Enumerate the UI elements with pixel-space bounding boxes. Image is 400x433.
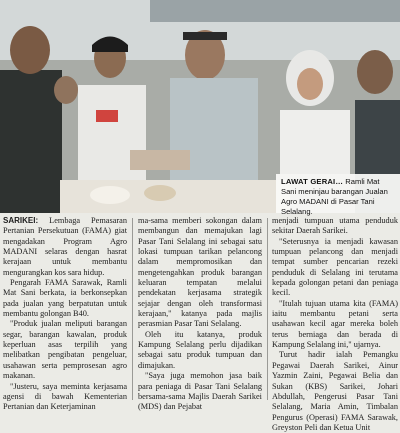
paragraph: "Itulah tujuan utama kita (FAMA) iaitu membantu petani serta usahawan kecil agar mereka boleh terus berniaga dan berada di Kampung Selalang ini," ujarnya. <box>272 298 398 350</box>
photo-caption <box>276 174 400 216</box>
paragraph: "Justeru, saya meminta kerjasama agensi di bawah Kementerian Pertanian dan Keterjaminan <box>3 381 127 412</box>
paragraph: "Saya juga memohon jasa baik para peniaga di Pasar Tani Selalang bersama-sama Majlis Daerah Sarikei (MDS) dan Pejabat <box>138 371 262 412</box>
article-column-2 <box>138 216 262 412</box>
column-divider <box>132 218 133 400</box>
paragraph: "Produk jualan meliputi barangan segar, barangan kawalan, produk keperluan asas terpilih yang melibatkan pengibatan pengeluar, usahawan serta pemprosesan agro makanan. <box>3 319 127 381</box>
paragraph: "Seterusnya ia menjadi kawasan tumpuan pelancong dan menjadi tempat sumber pencarian rezeki penduduk di Selalang ini terutama kepada golongan petani dan peniaga kecil. <box>272 236 398 298</box>
article-column-1 <box>3 216 127 412</box>
caption-text: Ramli Mat Sani meninjau barangan Jualan Agro MADANI di Pasar Tani Selalang. <box>281 177 388 216</box>
paragraph: Pengarah FAMA Sarawak, Ramli Mat Sani berkata, ia berkonsepkan pada jualan yang berpatutan untuk membantu golongan B40. <box>3 278 127 319</box>
column-divider <box>267 218 268 400</box>
paragraph <box>3 216 127 278</box>
news-photo <box>0 0 400 216</box>
dateline: SARIKEI: <box>3 216 39 225</box>
paragraph: Turut hadir ialah Pemangku Pegawai Daerah Sarikei, Ainur Yazmin Zaini, Pegawai Belia dan Sukan (KBS) Sarikei, Johari Abdullah, Pengerusi Pasar Tani Selalang, Maria Amin, Timbalan Pengurus (Operasi) FAMA Sarawak, Greyston Peli dan Ketua Unit <box>272 350 398 432</box>
article-body <box>0 216 400 432</box>
paragraph: ma-sama memberi sokongan dalam membangun dan memajukan lagi Pasar Tani Selalang ini sebagai satu lokasi tumpuan tarikan pelancong dalam mempromosikan dan mengetengahkan produk barangan keluaran tempatan melalui pendekatan kerjasama strategik sejajar dengan oleh transformasi kerajaan," katanya pada majlis perasmian Pasar Tani Selalang. <box>138 216 262 329</box>
caption-label: LAWAT GERAI… <box>281 177 344 186</box>
paragraph-text: Lembaga Pemasaran Pertanian Persekutuan (FAMA) giat mengadakan Program Agro MADANI selaras dengan hasrat kerajaan untuk membantu mengurangkan kos sara hidup. <box>3 216 127 277</box>
paragraph: menjadi tumpuan utama penduduk sekitar Daerah Sarikei. <box>272 216 398 236</box>
article-column-3 <box>272 216 398 432</box>
paragraph: Oleh itu katanya, produk Kampung Selalang perlu dijadikan sebagai satu produk tumpuan dan dimajukan. <box>138 329 262 370</box>
